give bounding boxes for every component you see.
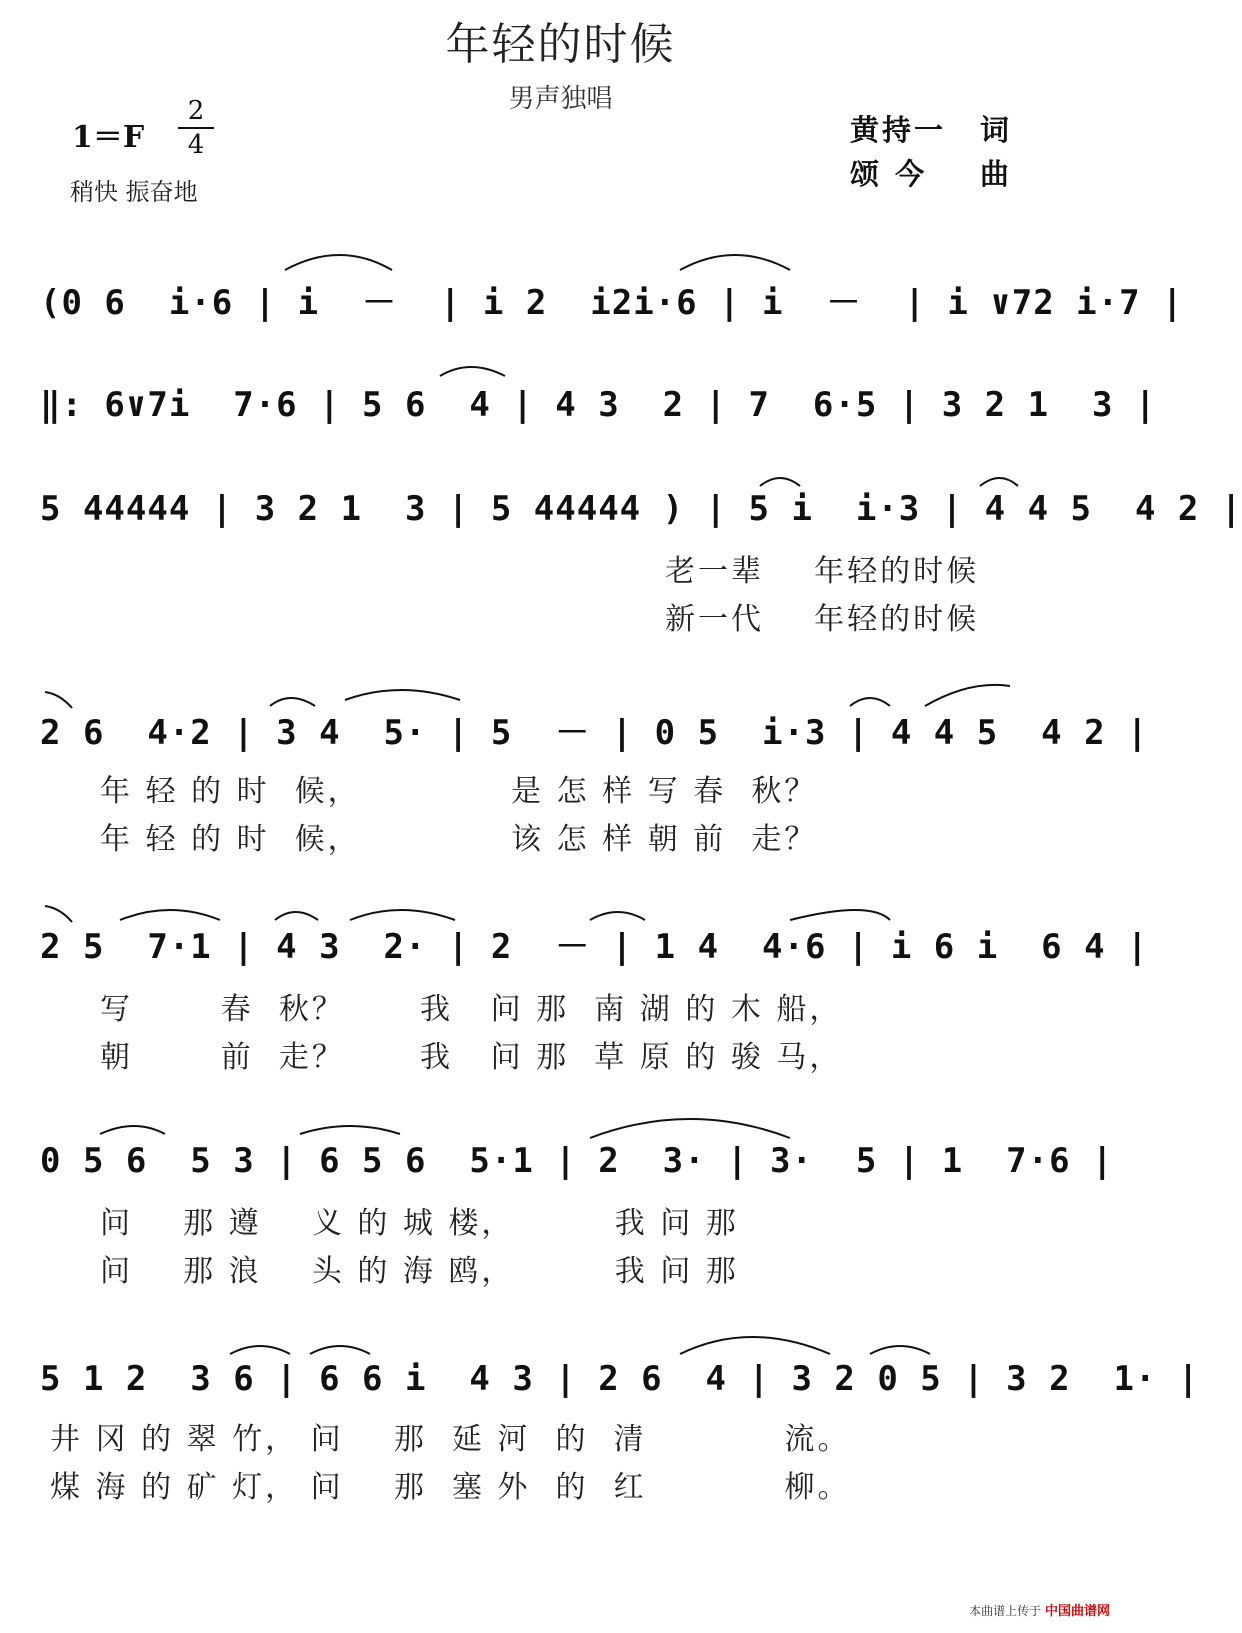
slur [590,912,645,920]
notation-line-2: ‖: 6∨7i 7·6 | 5 6 4 | 4 3 2 | 7 6·5 | 3 2 1 3 | [40,385,1157,425]
notation-line-6: 0 5 6 5 3 | 6 5 6 5·1 | 2 3· | 3· 5 | 1 7·6 | [40,1141,1114,1181]
lyricist-name: 黄持一 [850,113,947,147]
slur [440,367,505,376]
time-signature [178,98,214,158]
notation-line-7: 5 1 2 3 6 | 6 6 i 4 3 | 2 6 4 | 3 2 0 5 | 3 2 1· | [40,1359,1200,1399]
slur [285,255,392,270]
slur [300,1126,400,1134]
lyric-line-7-verse-2: 煤 海 的 矿 灯， 问 那 塞 外 的 红 柳。 [50,1470,851,1505]
footer-credit [880,1600,1110,1619]
lyric-line-3-verse-2: 新一代 年轻的时候 [665,602,980,637]
notation-line-3: 5 44444 | 3 2 1 3 | 5 44444 ) | 5 i i·3 | 4 4 5 4 2 | [40,489,1242,529]
lyric-line-7-verse-1: 井 冈 的 翠 竹， 问 那 延 河 的 清 流。 [50,1422,851,1457]
footer-brand: 中国曲谱网 [1044,1604,1110,1619]
slur [120,910,220,920]
notation-line-1: (0 6 i·6 | i － | i 2 i2i·6 | i － | i ∨72 i·7 | [40,283,1184,323]
slur [680,255,790,270]
slur [850,698,890,706]
lyric-line-4-verse-2: 年 轻 的 时 候， 该 怎 样 朝 前 走？ [100,822,818,857]
time-signature-top: 2 [187,96,205,126]
lyric-line-6-verse-2: 问 那 浪 头 的 海 鸥， 我 问 那 [100,1254,739,1289]
slur [100,1126,165,1134]
time-signature-bottom: 4 [187,130,205,160]
slur [345,690,460,700]
slur [270,698,315,706]
tempo-marking: 稍快 振奋地 [70,178,198,206]
slur [870,1346,930,1354]
score-subtitle: 男声独唱 [508,84,613,114]
score-title: 年轻的时候 [445,19,676,70]
notation-line-5: 2 5 7·1 | 4 3 2· | 2 － | 1 4 4·6 | i 6 i 6 4 | [40,927,1149,967]
notation-line-4: 2 6 4·2 | 3 4 5· | 5 － | 0 5 i·3 | 4 4 5 4 2 | [40,713,1149,753]
lyric-line-5-verse-2: 朝 前 走？ 我 问 那 草 原 的 骏 马， [100,1040,843,1075]
slur [45,692,72,708]
composer-credit [850,152,1030,193]
slur [45,906,72,922]
slur [275,912,318,920]
time-signature-bar [178,127,214,129]
slur [310,1346,370,1354]
key-signature: 1＝F [72,120,145,155]
slur [230,1346,290,1354]
footer-text: 本曲谱上传于 [969,1604,1042,1618]
lyricist-role: 词 [980,113,1013,147]
composer-role: 曲 [980,157,1013,191]
lyric-line-3-verse-1: 老一辈 年轻的时候 [665,554,980,589]
lyricist-credit [850,108,1030,149]
slur [680,1337,830,1354]
slur [925,685,1010,706]
slur [350,910,455,920]
lyric-line-5-verse-1: 写 春 秋？ 我 问 那 南 湖 的 木 船， [100,992,843,1027]
lyric-line-6-verse-1: 问 那 遵 义 的 城 楼， 我 问 那 [100,1206,739,1241]
lyric-line-4-verse-1: 年 轻 的 时 候， 是 怎 样 写 春 秋？ [100,774,818,809]
composer-name: 颂 今 [850,157,928,191]
slur [790,910,890,920]
